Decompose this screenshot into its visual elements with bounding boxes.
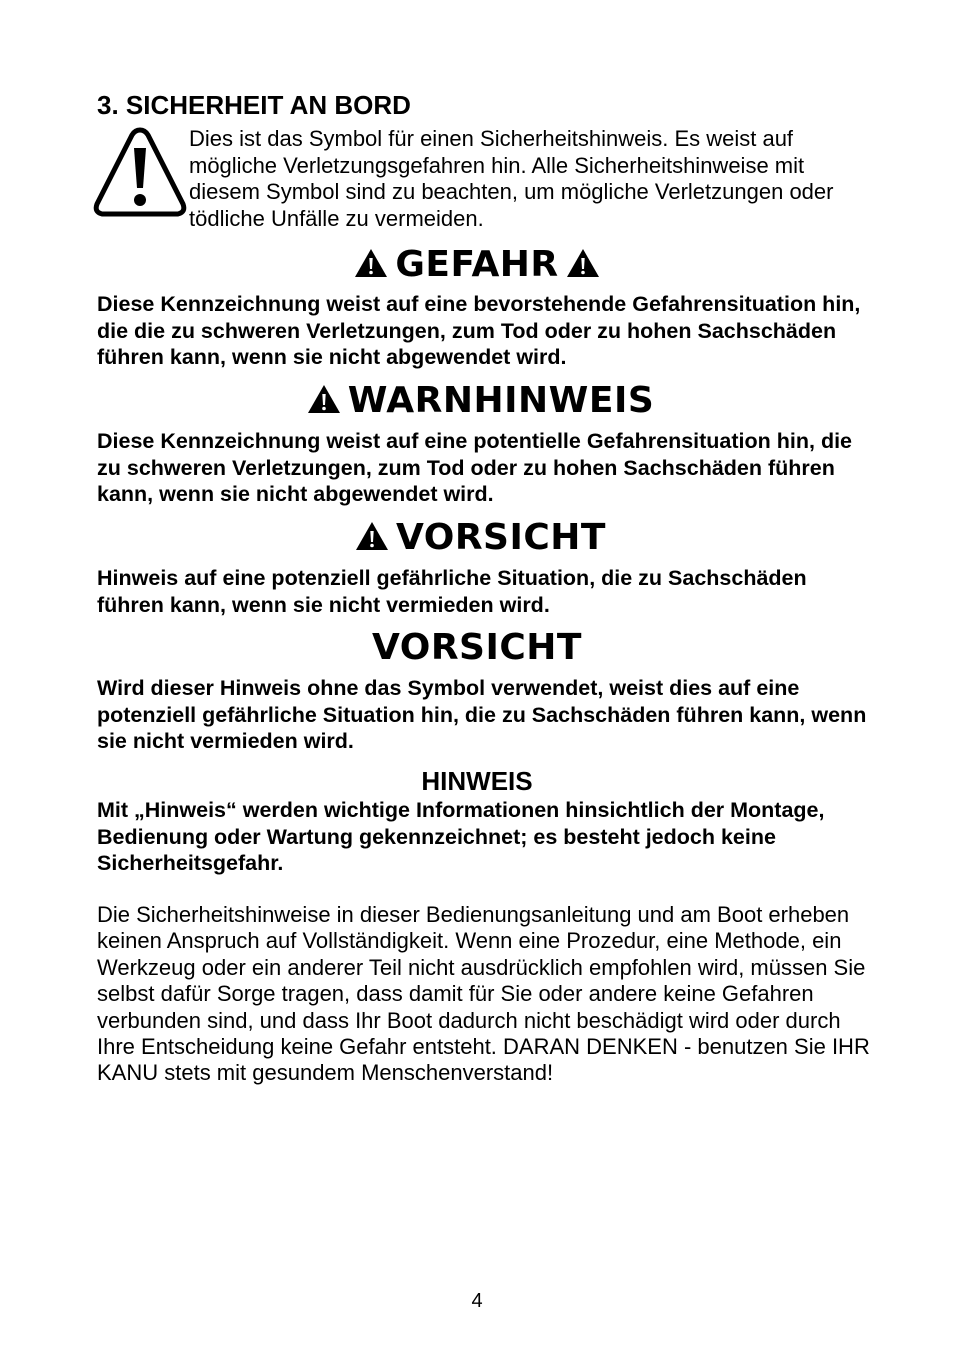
hinweis-heading: HINWEIS <box>421 766 533 796</box>
hinweis-text: Mit „Hinweis“ werden wichtige Informationen hinsichtlich der Montage, Bedienung oder Wartung gekennzeichnet; es besteht jedoch keine Sicherheitsgefahr. <box>97 798 825 875</box>
vorsicht-plain-text: Wird dieser Hinweis ohne das Symbol verwendet, weist dies auf eine potenziell gefährliche Situation hin, die zu Sachschäden führen kann, wenn sie nicht vermieden wird. <box>97 676 867 753</box>
vorsicht-symbol-heading-text: VORSICHT <box>396 517 606 558</box>
closing-paragraph: Die Sicherheitshinweise in dieser Bedienungsanleitung und am Boot erheben keinen Anspruch auf Vollständigkeit. Wenn eine Prozedur, eine Methode, ein Werkzeug oder ein anderer Teil nicht ausdrücklich empfohlen wird, müssen Sie selbst dafür Sorge tragen, dass damit für Sie oder andere keine Gefahren verbunden sind, und dass Ihr Boot dadurch nicht beschädigt wird oder durch Ihre Entscheidung keine Gefahr entsteht. DARAN DENKEN - benutzen Sie IHR KANU stets mit gesundem Menschenverstand! <box>97 902 870 1086</box>
gefahr-heading <box>0 245 954 285</box>
section-title: 3. SICHERHEIT AN BORD <box>97 90 411 120</box>
gefahr-heading-text: GEFAHR <box>395 244 559 285</box>
gefahr-text: Diese Kennzeichnung weist auf eine bevorstehende Gefahrensituation hin, die die zu schweren Verletzungen, zum Tod oder zu hohen Sachschäden führen kann, wenn sie nicht abgewendet wird. <box>97 292 861 369</box>
warnhinweis-heading <box>0 381 954 421</box>
warnhinweis-text: Diese Kennzeichnung weist auf eine potentielle Gefahrensituation hin, die zu schweren Verletzungen, zum Tod oder zu hohen Sachschäden führen kann, wenn sie nicht abgewendet wird. <box>97 429 853 506</box>
safety-alert-icon <box>93 126 187 218</box>
vorsicht-plain-heading: VORSICHT <box>372 627 582 668</box>
intro-text: Dies ist das Symbol für einen Sicherheitshinweis. Es weist auf mögliche Verletzungsgefahren hin. Alle Sicherheitshinweise mit diesem Symbol sind zu beachten, um mögliche Verletzungen oder tödliche Unfälle zu vermeiden. <box>189 126 834 231</box>
vorsicht-symbol-text: Hinweis auf eine potenziell gefährliche Situation, die zu Sachschäden führen kann, wenn sie nicht vermieden wird. <box>97 566 807 617</box>
warning-triangle-icon <box>353 247 389 279</box>
vorsicht-symbol-heading <box>0 518 954 558</box>
warning-triangle-icon <box>306 383 342 415</box>
page-number: 4 <box>471 1290 483 1312</box>
warning-triangle-icon <box>354 520 390 552</box>
warning-triangle-icon <box>565 247 601 279</box>
warnhinweis-heading-text: WARNHINWEIS <box>347 380 655 421</box>
